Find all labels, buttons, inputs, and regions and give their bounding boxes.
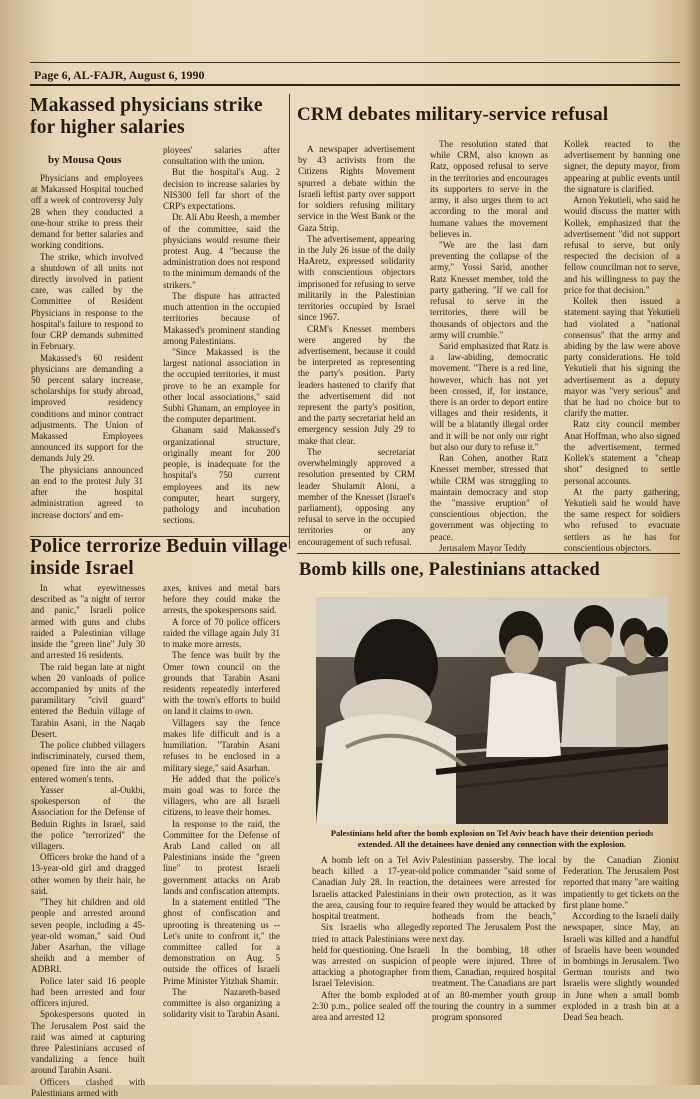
- photo-caption: Palestinians held after the bomb explosion on Tel Aviv beach have their detention periods extended. All the detainees have denied any connection with the explosion.: [330, 828, 654, 849]
- salaries-headline: Makassed physicians strike for higher salaries: [30, 95, 263, 139]
- beduin-column-1: [31, 583, 145, 1098]
- article-paragraph: Ratz city council member Anat Hoffman, who also signed the advertisement, termed Kollek's statement a "cheap shot" designed to settle personal accounts.: [564, 419, 680, 486]
- news-photo: [316, 597, 668, 824]
- article-paragraph: Physicians and employees at Makassed Hospital touched off a week of controversy July 28 when they conducted a one-hour strike to press their demand for better salaries and working conditions.: [31, 173, 143, 251]
- article-paragraph: Makassed's 60 resident physicians are demanding a 50 percent salary increase, scholarships for study abroad, improved residency conditions and minor contract adjustments. The Union of Makassed Employees announced its support for the demands July 29.: [31, 352, 143, 464]
- article-paragraph: CRM's Knesset members were angered by the advertisement, because it could be interpreted as representing the party's position. Party leaders hastened to clarify that the advertisement did not represent the party's position, and the party secretariat held an emergency session July 29 to make that clear.: [298, 323, 415, 446]
- article-paragraph: Jerusalem Mayor Teddy: [439, 542, 527, 553]
- article-paragraph: Officers clashed with Palestinians armed with: [31, 1076, 145, 1098]
- article-paragraph: But the hospital's Aug. 2 decision to increase salaries by NIS300 fell far short of the CRP's expectations.: [163, 167, 280, 212]
- article-paragraph: He added that the police's main goal was to force the villagers, who are all Israeli citizens, to leave their homes.: [163, 773, 280, 818]
- folio-rule: [30, 84, 680, 86]
- salaries-byline: by Mousa Qous: [48, 154, 122, 166]
- article-paragraph: Officers broke the hand of a 13-year-old girl and dragged other women by their hair, he said.: [31, 852, 145, 896]
- article-paragraph: The secretariat overwhelmingly approved a resolution presented by CRM leader Shulamit Aloni, a member of the Knesset (Israel's parliament), opposing any refusal to serve in the occupied territories or any encouragement of such refusal.: [298, 446, 415, 547]
- crm-column-2: [430, 139, 548, 553]
- article-paragraph: A force of 70 police officers raided the village again July 31 to make more arrests.: [163, 616, 280, 650]
- article-paragraph: Ran Cohen, another Ratz Knesset member, stressed that while CRM was struggling to maintain democracy and stop the "massive eruption" of conscientious objection, the government was objecting to peace.: [430, 453, 548, 542]
- beduin-column-2: [163, 583, 280, 1043]
- bomb-column-2: [432, 855, 556, 1045]
- article-paragraph: According to the Israeli daily newspaper, since May, an Israeli was killed and a handful of Israelis have been wounded in bombings in Jerusalem. Two German tourists and two Israelis were slightly wounded in June when a small bomb exploded in a trash bin at a Dead Sea beach.: [563, 911, 679, 1023]
- article-paragraph: The physicians announced an end to the protest July 31 after the hospital administration agreed to increase doctors' and em-: [31, 464, 143, 520]
- article-paragraph: In response to the raid, the Committee for the Defense of Arab Land called on all Palestinians inside the "green line" to protest Israeli government attacks on Arab lands and confiscation attempts.: [163, 818, 280, 896]
- article-paragraph: Spokespersons quoted in The Jerusalem Post said the raid was aimed at capturing three Palestinians accused of vandalizing a fence built around Tarabin Asani.: [31, 1009, 145, 1076]
- article-paragraph: The raid began late at night when 20 vanloads of police accompanied by units of the paramilitary "civil guard" entered the Beduin village of Tarabin Asani, in the Naqab Desert.: [31, 661, 145, 739]
- bomb-column-3: [563, 855, 679, 1045]
- article-paragraph: Sarid emphasized that Ratz is a law-abiding, democratic movement. "There is a red line, however, which has not yet been crossed, if, for instance, there is an order to deport entire villages and their residents, it will be a blatantly illegal order and it will be not only our right but also our duty to refuse it.": [430, 340, 548, 452]
- article-paragraph: Kollek reacted to the advertisement by banning one signer, the deputy mayor, from appearing at public events until the signature is clarified.: [564, 139, 680, 194]
- article-paragraph: Kollek then issued a statement saying that Yekutieli had violated a "national consensus" that the army and abiding by the law were above party considerations. He told Yekutieli that his signing the advertisement as a deputy mayor was "very serious" and that he had no choice but to clarify the matter.: [564, 296, 680, 419]
- crm-column-1: [298, 144, 415, 547]
- article-paragraph: At the party gathering, Yekutieli said he would have the same respect for soldiers who refused to evacuate settlers as he has for conscientious objectors.: [564, 486, 680, 553]
- article-paragraph: The police clubbed villagers indiscriminately, cursed them, opened fire into the air and entered women's tents.: [31, 740, 145, 784]
- page-edge-shadow: [686, 0, 700, 1085]
- article-paragraph: Dr. Ali Abu Reesh, a member of the committee, said the physicians would resume their protest Aug. 4 "because the administration does not respond to the minimum demands of the strikers.": [163, 212, 280, 290]
- article-paragraph: In what eyewitnesses described as "a night of terror and panic," Israeli police armed with guns and clubs raided a Palestinian village inside the "green line" July 30 and arrested 16 residents.: [31, 583, 145, 661]
- article-paragraph: Six Israelis who allegedly tried to attack Palestinians were held for questioning. One Israeli was arrested on suspicion of attacking a photographer from Israel Television.: [312, 922, 430, 989]
- column-divider: [289, 94, 290, 549]
- article-paragraph: The fence was built by the Omer town council on the grounds that Tarabin Asani residents repeatedly interfered with the town's efforts to build on land it claims to own.: [163, 650, 280, 717]
- article-paragraph: Ghanam said Makassed's organizational structure, originally meant for 200 people, is inadequate for the hospital's 750 current employees and its new computer, heart surgery, pathology and incubation sections.: [163, 425, 280, 526]
- article-paragraph: Police later said 16 people had been arrested and four officers injured.: [31, 975, 145, 1009]
- article-paragraph: "Since Makassed is the largest national association in the occupied territories, it must prove to be an example for other local associations," said Subhi Ghanam, an employee in the computer department.: [163, 346, 280, 425]
- article-paragraph: axes, knives and metal bars before they could make the arrests, the spokespersons said.: [163, 583, 280, 616]
- top-rule: [30, 62, 680, 63]
- salaries-column-1: [31, 173, 143, 533]
- bomb-headline: Bomb kills one, Palestinians attacked: [299, 560, 600, 580]
- article-paragraph: Yasser al-Oukbi, spokesperson of the Association for the Defense of Beduin Rights in Israel, said the police "terrorized" the villagers.: [31, 784, 145, 852]
- article-paragraph: In the bombing, 18 other people were injured. Three of them, Canadian, required hospital treatment. The Canadians are part of an 80-member youth group touring the country in a summer program sponsored: [432, 944, 556, 1023]
- article-paragraph: The Nazareth-based committee is also organizing a solidarity visit to Tarabin Asani.: [163, 986, 280, 1020]
- article-paragraph: "They hit children and old people and arrested around seven people, including a 45-year-old woman," said Oud Jaber Asarhan, the village sheikh and a member of ADBRI.: [31, 897, 145, 975]
- bomb-column-1: [312, 855, 430, 1045]
- article-paragraph: The advertisement, appearing in the July 26 issue of the daily HaAretz, expressed solidarity with conscientious objectors imprisoned for refusing to serve militarily in the Palestinian territories occupied by Israel since 1967.: [298, 233, 415, 323]
- article-paragraph: by the Canadian Zionist Federation. The Jerusalem Post reported that many "are waiting impatiently to get tickets on the first plane home.": [563, 855, 679, 910]
- article-paragraph: The strike, which involved a shutdown of all units not directly involved in patient care, was called by the Committee of Resident Physicians in response to the hospital's failure to respond to four CRP demands submitted in February.: [31, 251, 143, 352]
- article-paragraph: In a statement entitled "The ghost of confiscation and uprooting is threatening us -- Let's unite to confront it," the committee called for a demonstration on Aug. 5 outside the offices of Israeli Prime Minister Yitzhak Shamir.: [163, 897, 280, 986]
- crm-column-3: [564, 139, 680, 553]
- article-paragraph: A newspaper advertisement by 43 activists from the Citizens Rights Movement spurred a debate within the Israeli leftist party over support for soldiers refusing military service in the West Bank or the Gaza Strip.: [298, 144, 415, 233]
- crm-bottom-rule: [297, 553, 680, 554]
- article-paragraph: The dispute has attracted much attention in the occupied territories because of Makassed's prominent standing among Palestinians.: [163, 290, 280, 346]
- salaries-column-2: [163, 145, 280, 533]
- article-paragraph: Arnon Yekutieli, who said he would discuss the matter with Kollek, emphasized that the advertisement "did not support refusal to serve, but only respected the decision of a fellow councilman not to serve, and his willingness to pay the price for that decision.": [564, 195, 680, 295]
- article-paragraph: Palestinian passersby. The local police commander "said some of the detainees were arrested for their own protection, as it was feared they would be attacked by hotheads from the beach," reported The Jerusalem Post the next day.: [432, 855, 556, 944]
- article-paragraph: A bomb left on a Tel Aviv beach killed a 17-year-old Canadian July 28. In reaction, Israelis attacked Palestinians in the area, causing four to require hospital treatment.: [312, 855, 430, 922]
- article-paragraph: ployees' salaries after consultation with the union.: [163, 145, 280, 167]
- article-paragraph: "We are the last dam preventing the collapse of the army," Yossi Sarid, another Ratz Knesset member, told the party gathering. "If we call for refusal to serve in the territories, there will be thousands of objectors and the army will crumble.": [430, 239, 548, 340]
- article-paragraph: After the bomb exploded at 2:30 p.m., police sealed off the area and arrested 12: [312, 989, 430, 1023]
- beduin-headline: Police terrorize Beduin village inside Israel: [30, 536, 288, 580]
- page-folio: Page 6, AL-FAJR, August 6, 1990: [34, 68, 205, 82]
- article-paragraph: The resolution stated that while CRM, also known as Ratz, opposed refusal to serve in the territories and encourages its supporters to serve in the army, it also urges them to act according to the moral and humane values the movement believes in.: [430, 139, 548, 239]
- crm-headline: CRM debates military-service refusal: [297, 104, 609, 125]
- article-paragraph: Villagers say the fence makes life difficult and is a humiliation. "Tarabin Asani refuses to be enclosed in a military siege," said Asarhan.: [163, 717, 280, 773]
- detainees-photo-illustration: [316, 597, 668, 824]
